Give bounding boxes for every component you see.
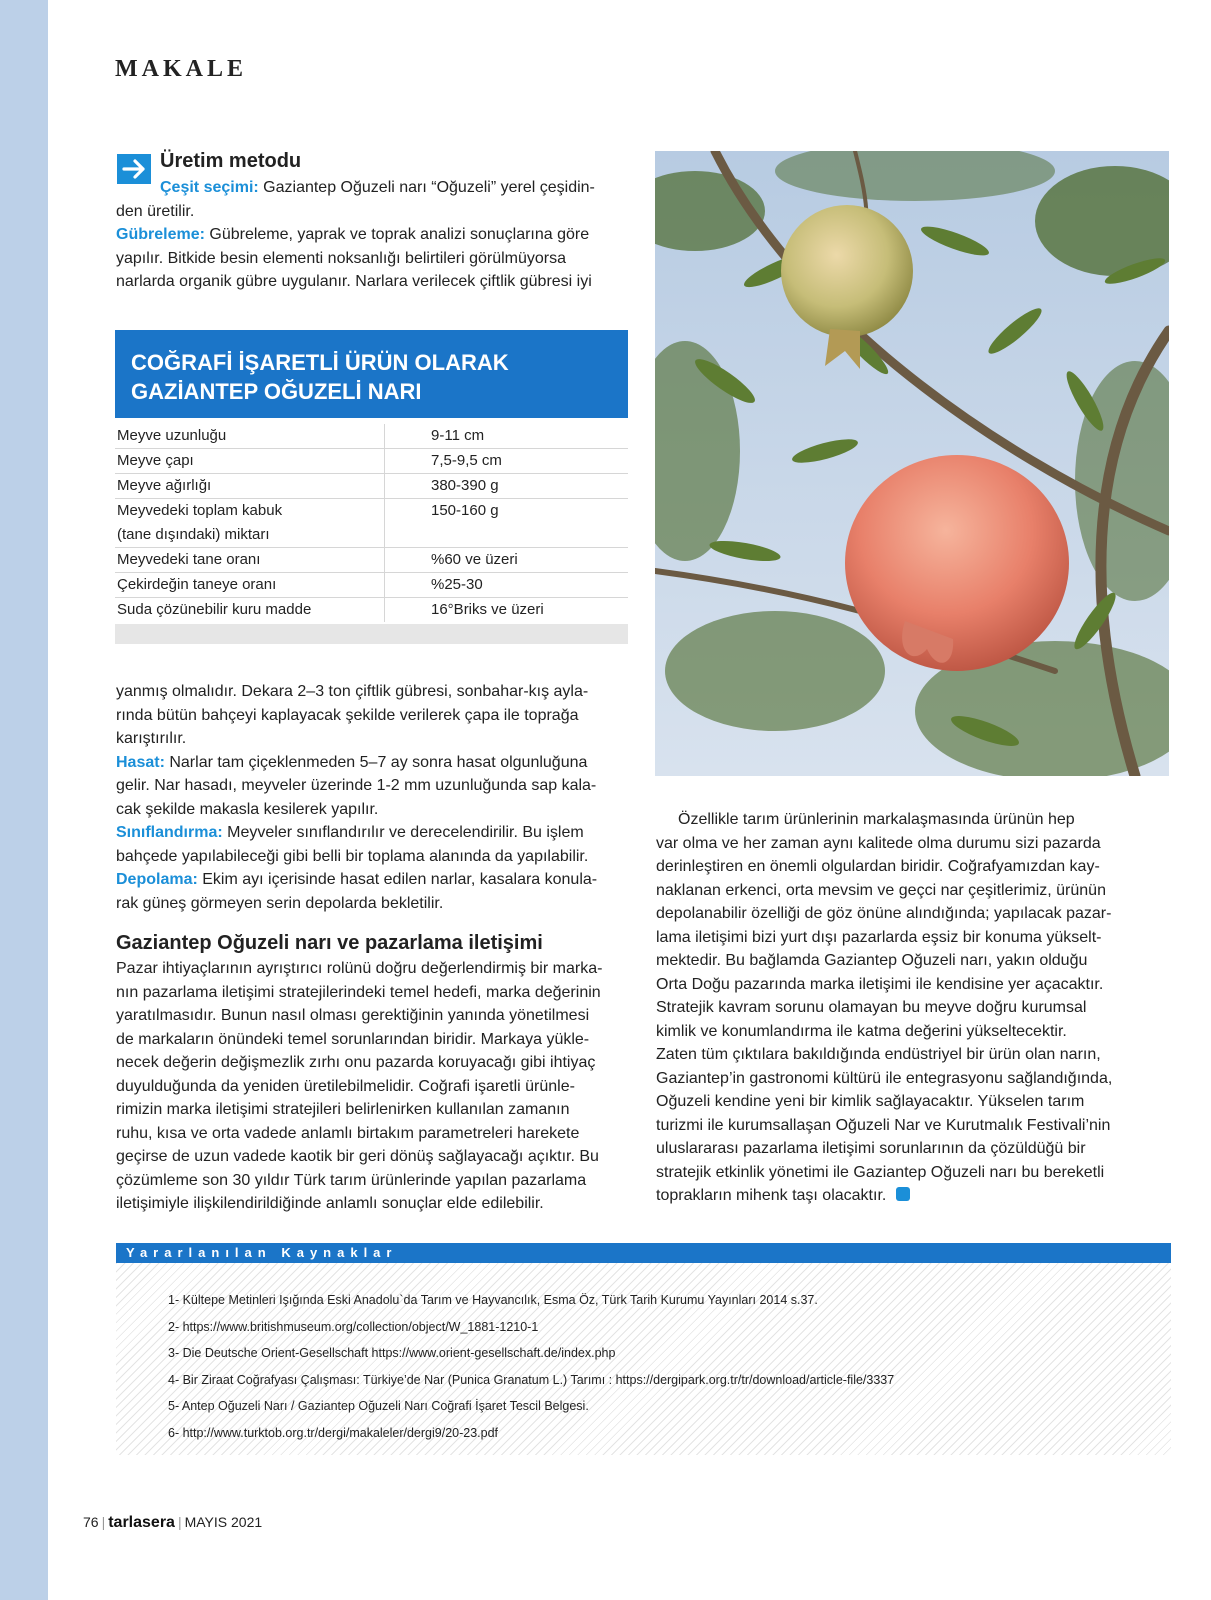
reference-item: 1- Kültepe Metinleri Işığında Eski Anadolu`da Tarım ve Hayvancılık, Esma Öz, Türk Tarih Kurumu Yayınları 2014 s.37. bbox=[168, 1293, 818, 1307]
table-row bbox=[115, 548, 628, 573]
text-line: nın pazarlama iletişimi stratejilerindeki temel hedefi, marka değerinin bbox=[116, 983, 601, 1001]
gi-table-title-line: GAZİANTEP OĞUZELİ NARI bbox=[131, 379, 422, 404]
marketing-paragraph-right bbox=[656, 808, 1168, 1208]
text-line: bahçede yapılabileceği gibi belli bir toplama alanında da yapılabilir. bbox=[116, 847, 589, 865]
gi-table-body bbox=[115, 424, 628, 622]
text-line: Zaten tüm çıktılara bakıldığında endüstriyel bir ürün olan narın, bbox=[656, 1046, 1101, 1063]
table-row bbox=[115, 499, 628, 548]
end-square-icon bbox=[896, 1187, 910, 1201]
text-line: Özellikle tarım ürünlerinin markalaşmasında ürünün hep bbox=[678, 811, 1075, 828]
marketing-heading: Gaziantep Oğuzeli narı ve pazarlama iletişimi bbox=[116, 932, 543, 954]
row-label-line: (tane dışındaki) miktarı bbox=[117, 526, 270, 543]
text-line: derinleştiren en önemli olgulardan biridir. Coğrafyamızdan kay- bbox=[656, 858, 1100, 875]
text-line: cak şekilde makasla kesilerek yapılır. bbox=[116, 800, 379, 818]
table-row bbox=[115, 474, 628, 499]
text-line: kimlik ve konumlandırma ile katma değerini yükseltecektir. bbox=[656, 1022, 1067, 1040]
table-row bbox=[115, 424, 628, 449]
text-line: Gaziantep’in gastronomi kültürü ile entegrasyonu sağlandığında, bbox=[656, 1069, 1113, 1087]
production-paragraph-2 bbox=[116, 680, 628, 915]
production-paragraph-1 bbox=[116, 176, 626, 294]
reference-item: 6- http://www.turktob.org.tr/dergi/makaleler/dergi9/20-23.pdf bbox=[168, 1425, 499, 1440]
text-line: iletişimiyle ilişkilendirildiğinde anlamlı sonuçlar elde edilebilir. bbox=[116, 1195, 544, 1212]
production-heading: Üretim metodu bbox=[160, 150, 302, 172]
text-line: rimizin marka iletişimi stratejileri belirlenirken kullanılan zamanın bbox=[116, 1101, 570, 1118]
gi-table bbox=[115, 330, 628, 644]
text-line: narlarda organik gübre uygulanır. Narlara verilecek çiftlik gübresi iyi bbox=[116, 273, 592, 290]
text-line: Meyveler sınıflandırılır ve derecelendirilir. Bu işlem bbox=[222, 824, 584, 841]
pomegranate-photo bbox=[655, 151, 1169, 776]
left-color-strip bbox=[0, 0, 48, 1600]
text-line: naklanan erkenci, orta mevsim ve geçci nar çeşitlerimiz, ürünün bbox=[656, 881, 1106, 899]
reference-item: 5- Antep Oğuzeli Narı / Gaziantep Oğuzeli Narı Coğrafi İşaret Tescil Belgesi. bbox=[168, 1399, 589, 1413]
reference-item: 3- Die Deutsche Orient-Gesellschaft https://www.orient-gesellschaft.de/index.php bbox=[168, 1346, 616, 1360]
text-line: depolanabilir özelliği de göz önüne alındığında; yapılacak pazar- bbox=[656, 905, 1112, 922]
text-line: Ekim ayı içerisinde hasat edilen narlar, kasalara konula- bbox=[197, 871, 598, 888]
text-line: yapılır. Bitkide besin elementi noksanlığı belirtileri görülmüyorsa bbox=[116, 249, 566, 267]
text-line: var olma ve her zaman aynı kalitede olma durumu sizi pazarda bbox=[656, 834, 1101, 852]
page-footer: 76 | tarlasera | MAYIS 2021 bbox=[83, 1514, 263, 1531]
text-line: Orta Doğu pazarında marka iletişimi ile kendisine yer açacaktır. bbox=[656, 975, 1104, 993]
text-line: Gaziantep Oğuzeli narı “Oğuzeli” yerel çeşidin- bbox=[258, 179, 595, 196]
row-value: %60 ve üzeri bbox=[431, 551, 518, 568]
keyword-cesit: Çeşit seçimi: bbox=[160, 179, 259, 196]
section-label: MAKALE bbox=[115, 56, 247, 82]
reference-item: 2- https://www.britishmuseum.org/collection/object/W_1881-1210-1 bbox=[168, 1319, 539, 1334]
table-row bbox=[115, 573, 628, 598]
table-row bbox=[115, 598, 628, 622]
references-title: Yararlanılan Kaynaklar bbox=[116, 1243, 1171, 1263]
row-label: Meyvedeki tane oranı bbox=[115, 548, 385, 572]
row-label: Suda çözünebilir kuru madde bbox=[115, 598, 385, 622]
text-line: stratejik etkinlik yönetimi ile Gaziantep Oğuzeli narı bu bereketli bbox=[656, 1163, 1105, 1181]
text-line: Gübreleme, yaprak ve toprak analizi sonuçlarına göre bbox=[204, 226, 590, 243]
gi-table-title bbox=[115, 330, 628, 418]
row-label: Meyve çapı bbox=[115, 449, 385, 473]
row-label bbox=[115, 499, 385, 547]
text-line: duyulduğunda da yeniden üretilebilmelidir. Coğrafi işaretli ürünle- bbox=[116, 1077, 575, 1095]
row-label-line: Meyvedeki toplam kabuk bbox=[117, 502, 283, 519]
text-line: toprakların mihenk taşı olacaktır. bbox=[656, 1187, 887, 1204]
keyword-siniflandirma: Sınıflandırma: bbox=[116, 824, 223, 841]
row-value: 7,5-9,5 cm bbox=[431, 452, 502, 469]
text-line: lama iletişimi bizi yurt dışı pazarlarda eşsiz bir konuma yükselt- bbox=[656, 928, 1102, 946]
text-line: karıştırılır. bbox=[116, 730, 187, 747]
text-line: rak güneş görmeyen serin depolarda bekletilir. bbox=[116, 894, 444, 912]
row-value: 16°Briks ve üzeri bbox=[431, 601, 544, 618]
text-line: Narlar tam çiçeklenmeden 5–7 ay sonra hasat olgunluğuna bbox=[164, 753, 588, 771]
magazine-brand: tarlasera bbox=[108, 1514, 175, 1531]
gi-table-footer-band bbox=[115, 624, 628, 644]
text-line: geçirse de uzun vadede kaotik bir geri dönüş sağlayacağı açıktır. Bu bbox=[116, 1148, 599, 1165]
row-value: %25-30 bbox=[431, 576, 483, 593]
keyword-depolama: Depolama: bbox=[116, 871, 198, 888]
text-line: yanmış olmalıdır. Dekara 2–3 ton çiftlik gübresi, sonbahar-kış ayla- bbox=[116, 683, 589, 700]
text-line: Oğuzeli kendine yeni bir kimlik sağlayacaktır. Yükselen tarım bbox=[656, 1093, 1085, 1110]
issue-date: MAYIS 2021 bbox=[184, 1514, 263, 1530]
text-line: Stratejik kavram sorunu olamayan bu meyve doğru kurumsal bbox=[656, 999, 1087, 1016]
row-label: Meyve ağırlığı bbox=[115, 474, 385, 498]
marketing-paragraph-left bbox=[116, 957, 628, 1216]
text-line: gelir. Nar hasadı, meyveler üzerinde 1-2 mm uzunluğunda sap kala- bbox=[116, 777, 597, 794]
page-number: 76 bbox=[83, 1514, 99, 1530]
row-label: Çekirdeğin taneye oranı bbox=[115, 573, 385, 597]
table-row bbox=[115, 449, 628, 474]
keyword-gubreleme: Gübreleme: bbox=[116, 226, 205, 243]
keyword-hasat: Hasat: bbox=[116, 753, 165, 771]
text-line: rında bütün bahçeyi kaplayacak şekilde verilerek çapa ile toprağa bbox=[116, 706, 579, 724]
row-value: 150-160 g bbox=[431, 502, 499, 519]
text-line: turizmi ile kurumsallaşan Oğuzeli Nar ve Kurutmalık Festivali’nin bbox=[656, 1116, 1111, 1134]
reference-item: 4- Bir Ziraat Coğrafyası Çalışması: Türkiye’de Nar (Punica Granatum L.) Tarımı : https://dergipark.org.tr/tr/download/article-file/3337 bbox=[168, 1372, 895, 1387]
row-label: Meyve uzunluğu bbox=[115, 424, 385, 448]
text-line: uluslararası pazarlama iletişimi sorunlarının da çözüldüğü bir bbox=[656, 1140, 1086, 1157]
references-list bbox=[168, 1287, 894, 1446]
text-line: ruhu, kısa ve orta vadede anlamlı birtakım parametreleri harekete bbox=[116, 1124, 580, 1142]
text-line: necek değerin değişmezlik zırhı onu pazarda koruyacağı gibi ihtiyaç bbox=[116, 1054, 596, 1071]
row-value: 9-11 cm bbox=[431, 427, 485, 444]
text-line: den üretilir. bbox=[116, 202, 195, 220]
text-line: mektedir. Bu bağlamda Gaziantep Oğuzeli narı, yakın olduğu bbox=[656, 952, 1088, 969]
row-value: 380-390 g bbox=[431, 477, 499, 494]
text-line: de markaların önündeki temel sorunlarından biridir. Markaya yükle- bbox=[116, 1030, 590, 1048]
text-line: yaratılmasıdır. Bunun nasıl olması gerektiğinin yanında yönetilmesi bbox=[116, 1007, 590, 1024]
text-line: Pazar ihtiyaçlarının ayrıştırıcı rolünü doğru değerlendirmiş bir marka- bbox=[116, 960, 603, 977]
gi-table-title-line: COĞRAFİ İŞARETLİ ÜRÜN OLARAK bbox=[131, 350, 509, 375]
text-line: çözümleme son 30 yıldır Türk tarım ürünlerinde yapılan pazarlama bbox=[116, 1171, 587, 1189]
